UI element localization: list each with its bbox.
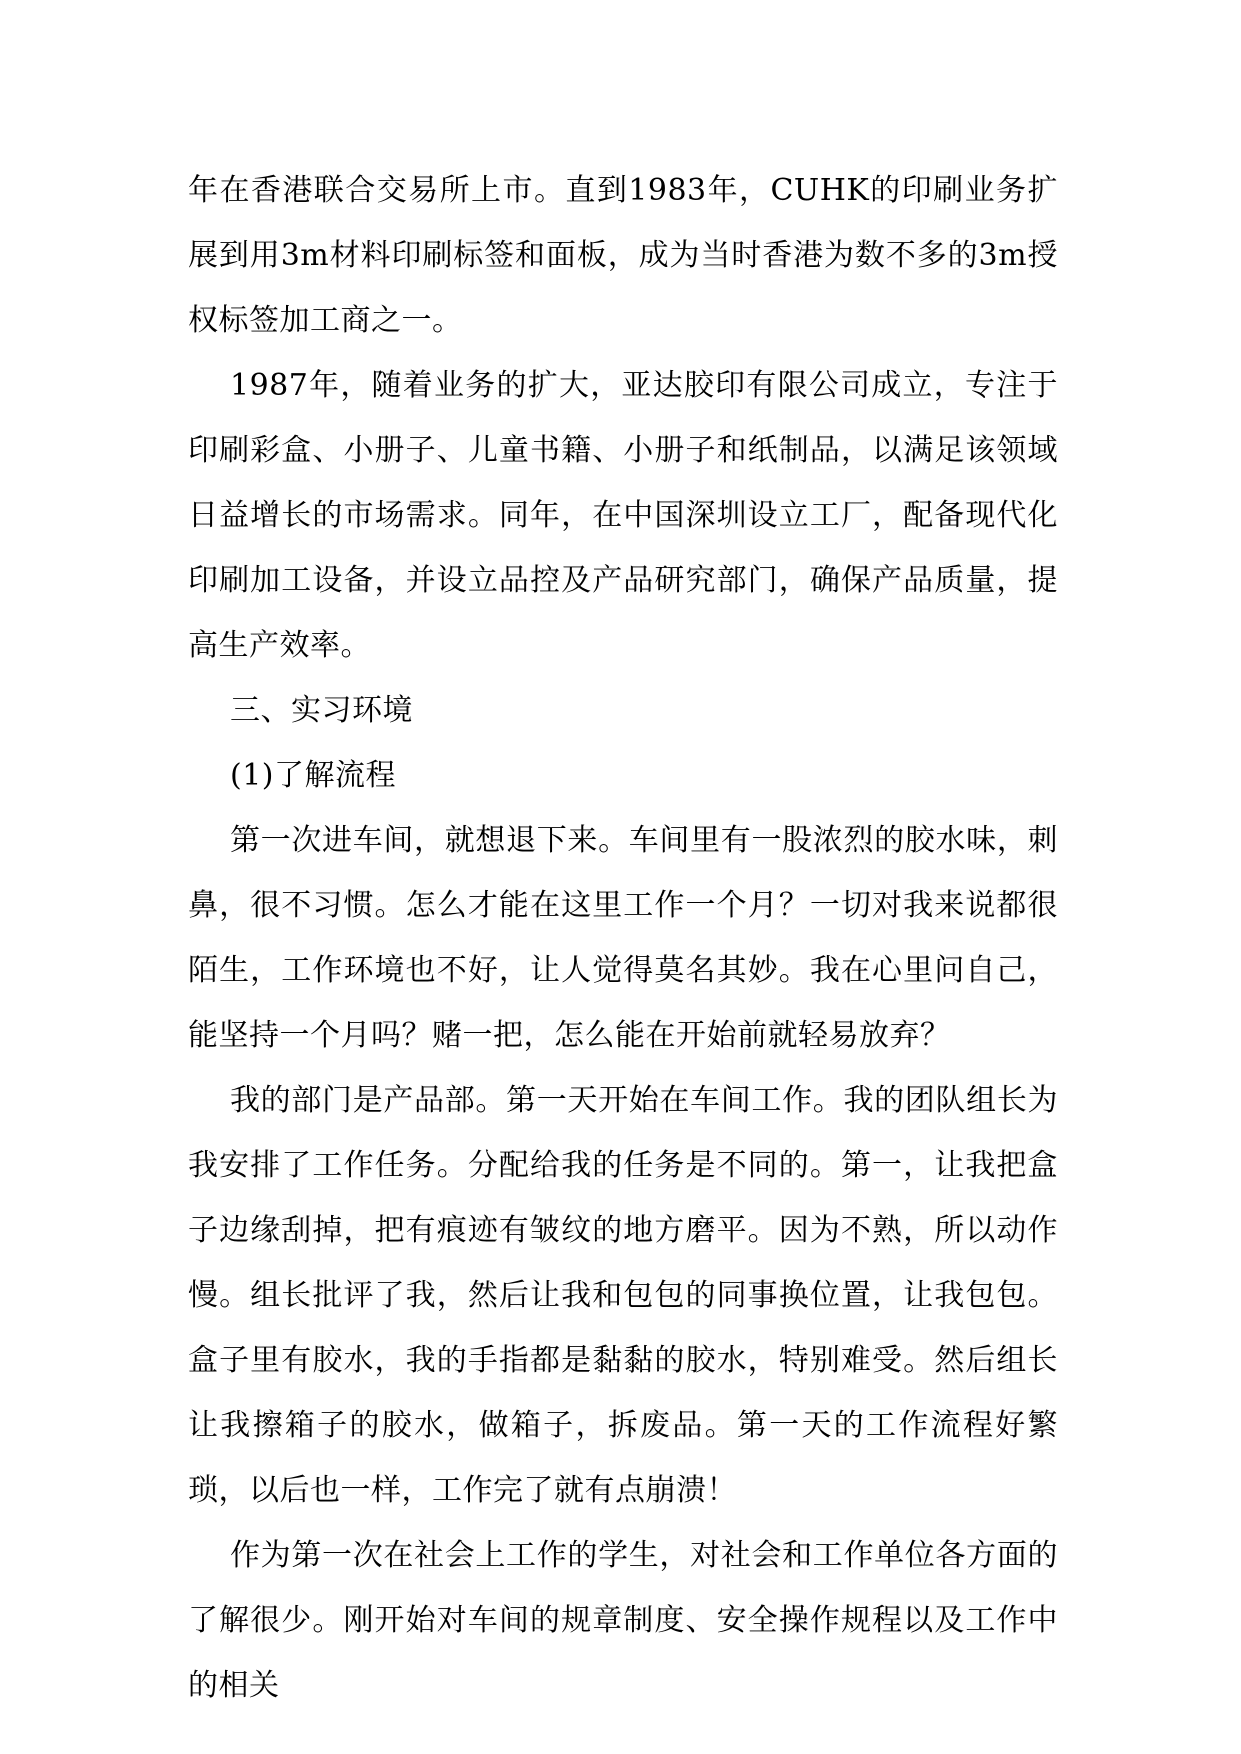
paragraph-1987-company-founding: 1987年，随着业务的扩大，亚达胶印有限公司成立，专注于印刷彩盒、小册子、儿童书籍、小册子和纸制品，以满足该领域日益增长的市场需求。同年，在中国深圳设立工厂，配备现代化印刷加工设备，并设立品控及产品研究部门，确保产品质量，提高生产效率。	[188, 368, 1058, 663]
section-heading-internship-environment: 三、实习环境	[230, 693, 413, 728]
paragraph-product-department-tasks: 我的部门是产品部。第一天开始在车间工作。我的团队组长为我安排了工作任务。分配给我的任务是不同的。第一，让我把盒子边缘刮掉，把有痕迹有皱纹的地方磨平。因为不熟，所以动作慢。组长批评了我，然后让我和包包的同事换位置，让我包包。盒子里有胶水，我的手指都是黏黏的胶水，特别难受。然后组长让我擦箱子的胶水，做箱子，拆废品。第一天的工作流程好繁琐，以后也一样，工作完了就有点崩溃！	[188, 1083, 1058, 1508]
paragraph-first-day-workshop: 第一次进车间，就想退下来。车间里有一股浓烈的胶水味，刺鼻，很不习惯。怎么才能在这里工作一个月？一切对我来说都很陌生，工作环境也不好，让人觉得莫名其妙。我在心里问自己，能坚持一个月吗？赌一把，怎么能在开始前就轻易放弃？	[188, 823, 1058, 1053]
paragraph-first-job-student: 作为第一次在社会上工作的学生，对社会和工作单位各方面的了解很少。刚开始对车间的规章制度、安全操作规程以及工作中的相关	[188, 1538, 1058, 1703]
paragraph-listing-continuation: 年在香港联合交易所上市。直到1983年，CUHK的印刷业务扩展到用3m材料印刷标签和面板，成为当时香港为数不多的3m授权标签加工商之一。	[188, 173, 1058, 338]
subsection-heading-understand-process: (1)了解流程	[230, 758, 396, 793]
document-body	[188, 158, 1058, 1718]
